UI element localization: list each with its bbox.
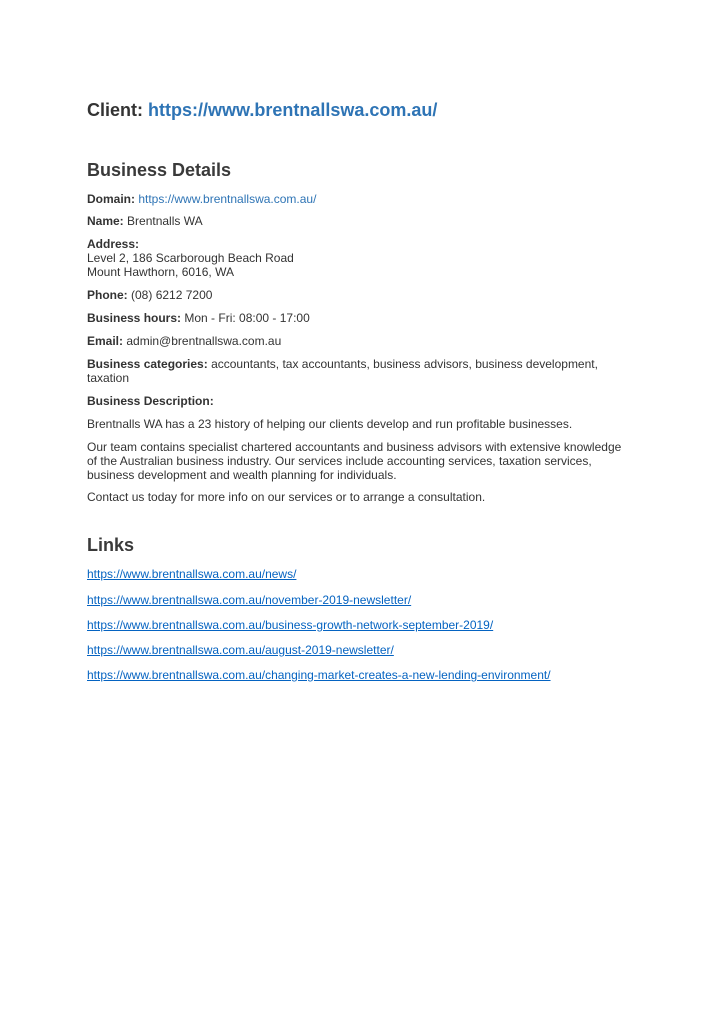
links-heading: Links xyxy=(87,535,135,555)
email-row xyxy=(87,334,647,348)
hours-value: Mon - Fri: 08:00 - 17:00 xyxy=(184,311,310,325)
description-label: Business Description: xyxy=(87,394,214,408)
description-paragraph-3: Contact us today for more info on our services or to arrange a consultation. xyxy=(87,490,486,504)
address-row xyxy=(87,237,647,279)
address-label: Address: xyxy=(87,237,140,251)
link-changing-market[interactable]: https://www.brentnallswa.com.au/changing-market-creates-a-new-lending-environment/ xyxy=(87,668,551,682)
categories-label: Business categories: xyxy=(87,357,208,371)
client-heading xyxy=(87,100,437,121)
description-paragraph-2: Our team contains specialist chartered accountants and business advisors with extensive knowledge of the Australian business industry. Our services include accounting services, taxation services, business development and wealth planning for individuals. xyxy=(87,440,622,482)
client-url-link[interactable]: https://www.brentnallswa.com.au/ xyxy=(148,100,438,120)
phone-label: Phone: xyxy=(87,288,128,302)
categories-row xyxy=(87,357,627,385)
client-label: Client: xyxy=(87,100,143,120)
domain-label: Domain: xyxy=(87,192,135,206)
name-row xyxy=(87,214,647,228)
categories-value: accountants, tax accountants, business advisors, business development, taxation xyxy=(87,357,598,385)
link-news[interactable]: https://www.brentnallswa.com.au/news/ xyxy=(87,567,297,581)
address-line1: Level 2, 186 Scarborough Beach Road xyxy=(87,251,294,265)
hours-label: Business hours: xyxy=(87,311,182,325)
name-label: Name: xyxy=(87,214,124,228)
email-value: admin@brentnallswa.com.au xyxy=(126,334,282,348)
phone-row xyxy=(87,288,647,302)
link-business-growth-network[interactable]: https://www.brentnallswa.com.au/business-growth-network-september-2019/ xyxy=(87,618,494,632)
description-label-row xyxy=(87,394,647,408)
name-value: Brentnalls WA xyxy=(127,214,203,228)
description-paragraph-1: Brentnalls WA has a 23 history of helping our clients develop and run profitable businesses. xyxy=(87,417,573,431)
business-details-heading: Business Details xyxy=(87,160,232,180)
link-november-2019-newsletter[interactable]: https://www.brentnallswa.com.au/november-2019-newsletter/ xyxy=(87,593,412,607)
domain-value-link[interactable]: https://www.brentnallswa.com.au/ xyxy=(138,192,317,206)
domain-row xyxy=(87,192,647,206)
link-august-2019-newsletter[interactable]: https://www.brentnallswa.com.au/august-2019-newsletter/ xyxy=(87,643,394,657)
email-label: Email: xyxy=(87,334,124,348)
hours-row xyxy=(87,311,647,325)
address-line2: Mount Hawthorn, 6016, WA xyxy=(87,265,234,279)
phone-value: (08) 6212 7200 xyxy=(131,288,213,302)
